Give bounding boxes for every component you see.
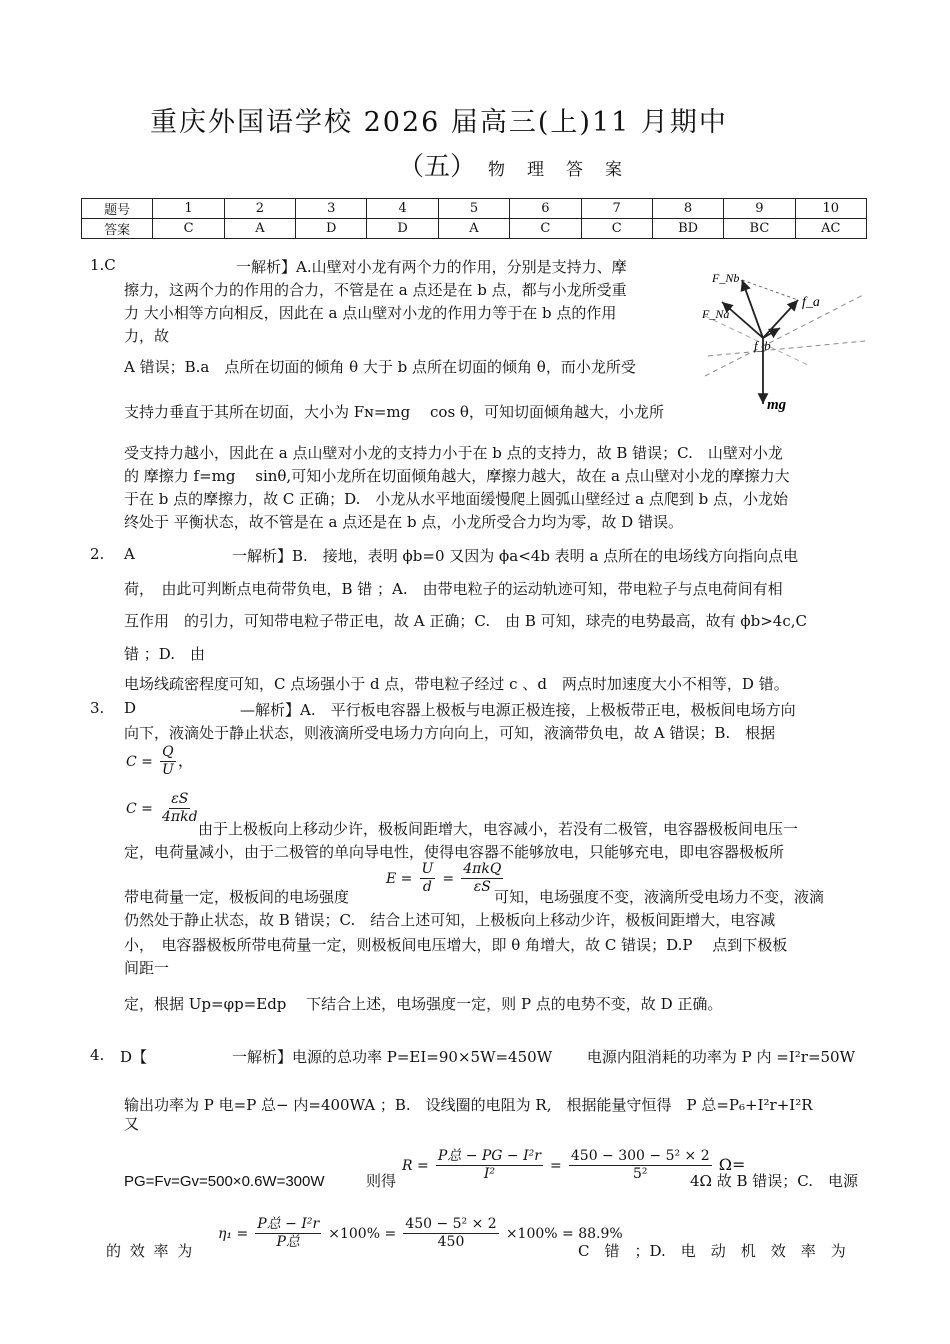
- fraction: [420, 861, 436, 896]
- page-subtitle: [398, 146, 644, 183]
- q3-line: 间距一: [124, 959, 170, 977]
- fraction: [255, 1216, 321, 1251]
- formula-lhs: η₁ =: [218, 1226, 249, 1242]
- numerator: 450 − 300 − 5² × 2: [570, 1148, 710, 1164]
- denominator: εS: [473, 879, 491, 895]
- formula-e-field: [386, 861, 505, 896]
- q2-line: 互作用 的引力，可知带电粒子带正电，故 A 正确；C. 由 B 可知，球壳的电势最高，故有 ϕb>4c,C: [124, 612, 807, 630]
- table-cell: A: [224, 219, 295, 239]
- table-cell: 5: [438, 199, 509, 219]
- formula-lhs: E =: [386, 871, 413, 887]
- q3-line: —解析】A. 平行板电容器上极板与电源正极连接，上极板带正电，极板间电场方向: [240, 701, 796, 719]
- q4-line: 的 效 率 为: [106, 1242, 195, 1260]
- numerator: 4πkQ: [463, 861, 502, 877]
- table-header-cell: 答案: [82, 219, 153, 239]
- table-cell: 10: [795, 199, 866, 219]
- formula-unit: Ω=: [718, 1155, 746, 1174]
- q2-line: 电场线疏密程度可知，C 点场强小于 d 点，带电粒子经过 c 、d 两点时加速度大小不相等，D 错。: [124, 675, 789, 693]
- formula-mid: ×100% =: [328, 1226, 397, 1242]
- q2-line: 错 ；D. 由: [124, 645, 206, 663]
- table-header-cell: 题号: [82, 199, 153, 219]
- page-title: 重庆外国语学校 2026 届高三(上)11 月期中: [150, 107, 728, 138]
- fraction: [436, 1148, 543, 1183]
- table-cell: BC: [724, 219, 795, 239]
- numerator: P总 − I²r: [257, 1216, 320, 1232]
- q1-line: 擦力，这两个力的作用的合力，不管是在 a 点还是在 b 点，都与小龙所受重: [124, 281, 627, 299]
- q1-line: 力，故: [124, 327, 170, 345]
- q3-line: 可知，电场强度不变，液滴所受电场力不变，液滴: [494, 888, 825, 906]
- table-cell: 9: [724, 199, 795, 219]
- q2-number: 2.: [90, 545, 105, 563]
- fraction: [160, 791, 200, 826]
- table-cell: 6: [510, 199, 581, 219]
- q2-letter: A: [124, 545, 135, 563]
- denominator: 450: [437, 1234, 465, 1250]
- numerator: Q: [162, 744, 174, 760]
- formula-tail: ，: [177, 751, 194, 770]
- denominator: d: [422, 879, 432, 895]
- numerator: 450 − 5² × 2: [405, 1216, 497, 1232]
- formula-efficiency: [218, 1216, 623, 1251]
- mg-label: mg: [767, 397, 787, 413]
- table-cell: 3: [296, 199, 367, 219]
- q2-line: 一解析】B. 接地，表明 ϕb=0 又因为 ϕa<4b 表明 a 点所在的电场线方向指向点电: [232, 547, 799, 565]
- table-cell: C: [153, 219, 224, 239]
- denominator: 5²: [632, 1166, 648, 1182]
- q3-line: 仍然处于静止状态，故 B 错误；C. 结合上述可知，上极板向上移动少许，极板间距增大，电容减: [124, 911, 776, 929]
- formula-tail: ×100% = 88.9%: [505, 1226, 623, 1242]
- q1-line: A 错误；B.a 点所在切面的倾角 θ 大于 b 点所在切面的倾角 θ，而小龙所受: [124, 358, 636, 376]
- answer-table-answer-row: [82, 219, 867, 239]
- table-cell: BD: [652, 219, 723, 239]
- q4-number: 4.: [90, 1046, 105, 1064]
- q2-line: 荷， 由此可判断点电荷带负电，B 错 ；A. 由带电粒子的运动轨迹可知，带电粒子与点电荷间有相: [124, 580, 783, 598]
- q1-line: 于在 b 点的摩擦力，故 C 正确；D. 小龙从水平地面缓慢爬上圆弧山壁经过 a 点爬到 b 点，小龙始: [124, 490, 789, 508]
- numerator: U: [421, 861, 434, 877]
- parallelogram-top: [742, 280, 798, 300]
- fb-label: f_b: [754, 338, 771, 353]
- table-cell: D: [296, 219, 367, 239]
- fnb-label: F_Nb: [712, 271, 740, 285]
- q3-line: 定，电荷量减小，由于二极管的单向导电性，使得电容器不能够放电，只能够充电，即电容器极板所: [124, 843, 785, 861]
- numerator: P总 − PG − I²r: [437, 1148, 541, 1164]
- q3-line: 向下，液滴处于静止状态，则液滴所受电场力方向向上，可知，液滴带负电，故 A 错误；B. 根据: [124, 724, 776, 742]
- q4-line: PG=Fv=Gv=500×0.6W=300W: [124, 1173, 325, 1190]
- formula-c-es-4pikd: [126, 791, 202, 826]
- subtitle-words: 物理答案: [488, 160, 645, 180]
- fraction: [403, 1216, 498, 1251]
- q1-number: 1.C: [90, 256, 116, 274]
- answer-table: [81, 198, 867, 239]
- subtitle-paren: （五）: [398, 152, 477, 182]
- tangent-line-b: [708, 341, 865, 356]
- denominator: U: [162, 762, 174, 778]
- q4-line: 一解析】电源的总功率 P=EI=90×5W=450W 电源内阻消耗的功率为 P 内 =I²r=50W: [232, 1048, 856, 1066]
- fraction: [160, 744, 176, 779]
- formula-lhs: C =: [126, 801, 153, 817]
- q1-line: 一解析】A.山壁对小龙有两个力的作用，分别是支持力、摩: [236, 258, 627, 276]
- q1-line: 力 大小相等方向相反，因此在 a 点山壁对小龙的作用力等于在 b 点的作用: [124, 304, 617, 322]
- q4-line: 则得: [366, 1172, 397, 1190]
- fa-arrow: [763, 300, 798, 338]
- formula-eq: =: [442, 871, 455, 887]
- formula-lhs: C =: [126, 754, 153, 770]
- q1-line: 终处于 平衡状态，故不管是在 a 点还是在 b 点，小龙所受合力均为零，故 D 错误。: [124, 513, 683, 531]
- fna-label: F_Na: [702, 307, 730, 321]
- table-cell: 2: [224, 199, 295, 219]
- denominator: P总: [276, 1234, 300, 1250]
- q3-number: 3.: [90, 699, 105, 717]
- table-cell: 1: [153, 199, 224, 219]
- q4-line: C 错 ；D. 电 动 机 效 率 为: [578, 1242, 846, 1260]
- q4-line: 4Ω 故 B 错误；C. 电源: [690, 1172, 859, 1190]
- formula-eq: =: [550, 1158, 562, 1174]
- q3-line: 定，根据 Up=φp=Edp 下结合上述，电场强度一定，则 P 点的电势不变，故 D 正确。: [124, 995, 723, 1013]
- q4-line: 又: [124, 1115, 140, 1133]
- denominator: 4πkd: [162, 809, 198, 825]
- numerator: εS: [171, 791, 189, 807]
- formula-lhs: R =: [402, 1158, 429, 1174]
- table-cell: AC: [795, 219, 866, 239]
- q3-line: 由于上极板向上移动少许，极板间距增大，电容减小，若没有二极管，电容器极板间电压一: [198, 820, 799, 838]
- table-cell: C: [510, 219, 581, 239]
- q4-letter: D【: [120, 1048, 148, 1066]
- q1-line: 受支持力越小，因此在 a 点山壁对小龙的支持力小于在 b 点的支持力，故 B 错误；C. 山壁对小龙: [124, 444, 783, 462]
- table-cell: 7: [581, 199, 652, 219]
- fa-label: f_a: [802, 295, 820, 310]
- q1-line: 的 摩擦力 f=mg sinθ,可知小龙所在切面倾角越大，摩擦力越大，故在 a 点山壁对小龙的摩擦力大: [124, 467, 790, 485]
- q3-letter: D: [124, 699, 137, 717]
- q3-line: 带电荷量一定，极板间的电场强度: [124, 888, 350, 906]
- q1-line: 支持力垂直于其所在切面，大小为 Fɴ=mg cos θ，可知切面倾角越大，小龙所: [124, 403, 664, 421]
- table-cell: 4: [367, 199, 438, 219]
- denominator: I²: [483, 1166, 495, 1182]
- table-cell: C: [581, 219, 652, 239]
- table-cell: 8: [652, 199, 723, 219]
- table-cell: D: [367, 219, 438, 239]
- table-cell: A: [438, 219, 509, 239]
- formula-c-q-u: [126, 744, 194, 779]
- q4-line: 输出功率为 P 电=P 总− 内=400WA ；B. 设线圈的电阻为 R, 根据能量守恒得 P 总=P₆+I²r+I²R: [124, 1096, 813, 1114]
- force-diagram: [700, 256, 870, 416]
- answer-table-number-row: [82, 199, 867, 219]
- q3-line: 小， 电容器极板所带电荷量一定，则极板间电压增大，即 θ 角增大，故 C 错误；D.P 点到下极板: [124, 936, 788, 954]
